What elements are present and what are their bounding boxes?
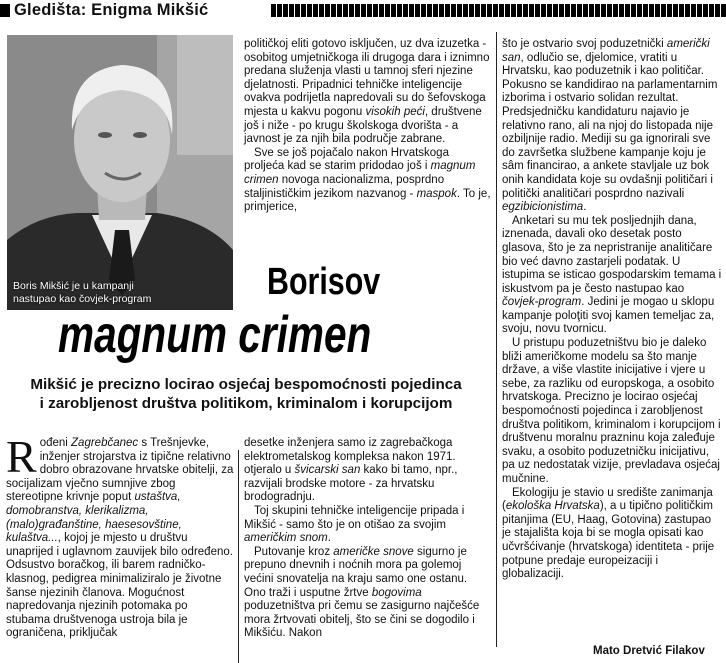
italic-text: egzibicionistima xyxy=(502,201,584,214)
text: Sve se još pojačalo nakon Hrvatskoga proljeća kad se starim pridodao još i xyxy=(244,146,449,173)
header-square xyxy=(0,4,10,17)
italic-text: američke snove xyxy=(333,545,414,558)
headline-line2: magnum crimen xyxy=(58,306,372,364)
italic-text: Zagrebčanec xyxy=(71,437,139,449)
text: , odlučio se, djelomice, vratiti u Hrvatsku, kao poduzetnik i kao političar. Pokusno se kandidirao na parlamentarnim izborima i ostvario solidan rezultat. Predsjedničku kandidaturu najavio je relativno rano, ali na njoj do listopada nije ozbiljnije radio. Mediji su ga ignorirali sve do završetka službene kampanje koju je sâm financirao, a ankete stavljale uz bok onih kandidata koje su ovdašnji političari i politički analitičari posprdno nazivali xyxy=(502,51,718,200)
headline-line1: Borisov xyxy=(267,261,381,303)
text: ), a u tipično političkim pitanjima (EU, Haag, Gotovina) zastupao je stajališta koja bi se mogla opisati kao učvršćivanje (hrvatskoga) identiteta - prije potpune predaje europeizaciji i globalizaciji. xyxy=(502,500,715,581)
italic-text: američki san xyxy=(502,38,710,64)
italic-text: bogovima xyxy=(371,586,422,599)
italic-text: američkim snom xyxy=(244,532,328,545)
text: novoga nacionalizma, posprdno staljinističkim jezikom nazvanog - xyxy=(244,173,445,200)
text: . xyxy=(327,532,331,545)
text: poduzetništva pri čemu se zasigurno najčešće mora žrtvovati obitelj, što se čini se dogodilo i Mikšiću. Nakon xyxy=(244,600,480,640)
text: sigurno je prepuno dnevnih i noćnih mora pa golemoj većini snovatelja na kraju samo one ostanu. Ono traži i usputne žrtve xyxy=(244,545,468,599)
column-right xyxy=(502,38,723,582)
text: kako bi tamo, npr., razvijali brodske motore - za hrvatsku brodogradnju. xyxy=(244,464,458,504)
paragraph xyxy=(244,147,491,215)
italic-text: maspok xyxy=(416,187,457,200)
text: ođeni xyxy=(39,437,72,449)
header-rule xyxy=(271,4,726,17)
column-bottom-left xyxy=(6,431,234,641)
text: . Jedini je mogao u sklopu kampanje poloţiti svoj kamen temeljac za, svoju, novu tvornicu. xyxy=(502,296,715,336)
italic-text: ekološka Hrvatska xyxy=(505,500,600,513)
subheadline-line1: Mikšić je precizno locirao osjećaj bespomoćnosti pojedinca xyxy=(30,376,462,393)
paragraph xyxy=(244,546,491,641)
photo-caption xyxy=(13,280,151,305)
paragraph xyxy=(244,38,491,147)
column-divider-bottom xyxy=(238,450,239,663)
paragraph xyxy=(502,487,723,582)
portrait-photo xyxy=(7,35,233,310)
text: , kojoj je mjesto u društvu unaprijed i uglavnom zauvijek bilo određeno. Odsustvo boračkog, ili barem radničko-klasnog, pedigrea minimaliziralo je životne šanse njezinih članova. Mogućnost napredovanja njezinih potomaka po stubama društvenoga ustroja bila je ograničena, priključak xyxy=(6,532,233,640)
photo-caption-line2: nastupao kao čovjek-program xyxy=(13,292,152,305)
text: desetke inženjera samo iz zagrebačkoga elektrometalskog kompleksa nakon 1971. otjeralo u xyxy=(244,437,456,477)
italic-text: visokih peći xyxy=(365,105,425,118)
subheadline xyxy=(4,376,488,413)
paragraph xyxy=(6,431,234,641)
text: što je ostvario svoj poduzetnički xyxy=(502,38,667,50)
column-top-middle xyxy=(244,38,491,215)
italic-text: ustaštva, domobranstva, klerikalizma, (malo)građanštine, haesesovštine, kulaštva... xyxy=(6,491,182,545)
italic-text: čovjek-program xyxy=(502,296,582,309)
text: . To je, primjerice, xyxy=(244,187,491,214)
portrait-illustration xyxy=(7,35,233,310)
column-bottom-middle xyxy=(244,437,491,641)
paragraph xyxy=(502,38,723,215)
text: , društvene još i niže - po krugu školskoga dvorišta - a javnost je za njih bila područje zabrane. xyxy=(244,105,482,146)
subheadline-line2: i zarobljenost društva politikom, kriminalom i korupcijom xyxy=(39,394,453,412)
text: političkoj eliti gotovo isključen, uz dva izuzetka - osobitog umjetničkoga ili drugoga dara i iznimno predana služenja vlasti u tamnoj sferi njezine djelatnosti. Pripadnici tehničke inteligencije ovakva podrijetla napredovali su do šefovskoga mjesta u kakvu pogonu xyxy=(244,38,490,118)
paragraph xyxy=(244,505,491,546)
section-header xyxy=(0,0,726,22)
column-divider-right xyxy=(496,32,497,647)
italic-text: magnum crimen xyxy=(244,160,476,186)
drop-cap: R xyxy=(6,431,37,482)
text: . xyxy=(583,201,587,214)
text: Ekologiju je stavio u središte zanimanja ( xyxy=(502,486,713,513)
italic-text: švicarski san xyxy=(294,464,361,477)
section-title: Gledišta: Enigma Mikšić xyxy=(14,1,209,19)
text: Toj skupini tehničke inteligencije pripada i Mikšić - samo što je on otišao za svojim xyxy=(244,504,465,531)
paragraph xyxy=(502,215,723,337)
text: Putovanje kroz xyxy=(254,545,334,558)
text: s Trešnjevke, inženjer strojarstva iz tipične relativno dobro obrazovane hrvatske obitelji, za socijalizam vječno sumnjive zbog stereotipne krivnje poput xyxy=(6,437,234,504)
text: Anketari su mu tek posljednjih dana, iznenada, davali oko desetak posto glasova, što je za nepristranije analitičare bio već davno zastarjeli podatak. U istupima se isticao gospodarskim temama i iskustvom pa je često nastupao kao xyxy=(502,214,722,295)
text: U pristupu poduzetništvu bio je daleko bliži američkome modelu sa što manje države, a više vlastite inicijative i vjere u sebe, za razliku od europskoga, a osobito hrvatskoga. Precizno je locirao osjećaj bespomoćnosti pojedinca i zarobljenost društva politikom, kriminalom i korupcijom i društvenu moralnu prazninu koja zaleđuje svaku, a osobito poduzetničku inicijativu, pa uz nedostatak vizije, prevladava osjećaj mučnine. xyxy=(502,337,721,485)
photo-caption-line1: Boris Mikšić je u kampanji xyxy=(13,280,134,292)
paragraph xyxy=(502,337,723,487)
author-byline: Mato Dretvić Filakov xyxy=(593,645,705,657)
paragraph xyxy=(244,437,491,505)
